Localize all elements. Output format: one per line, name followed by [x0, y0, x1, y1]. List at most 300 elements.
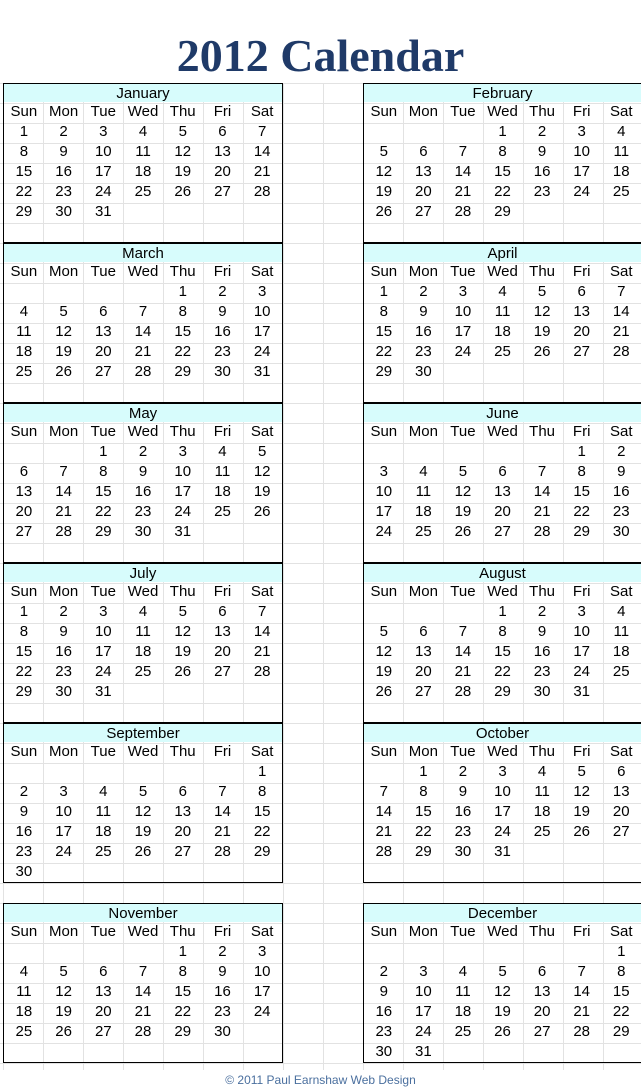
- weekday-label: Wed: [487, 103, 518, 120]
- day-cell: 21: [55, 503, 72, 520]
- week-row: [364, 162, 641, 182]
- day-cell: 29: [573, 523, 591, 540]
- day-cell: 16: [55, 643, 72, 660]
- weekday-label: Tue: [450, 103, 476, 120]
- day-cell: [242, 542, 282, 562]
- day-cell: 21: [253, 643, 271, 660]
- month-october: [363, 723, 641, 883]
- day-cell: 1: [258, 763, 267, 780]
- day-cell: 21: [573, 1003, 591, 1020]
- day-cell: 21: [612, 323, 630, 340]
- day-cell: [562, 842, 602, 862]
- month-july: [3, 563, 283, 723]
- day-cell: 5: [498, 963, 507, 980]
- day-cell: 11: [16, 323, 32, 340]
- month-february: [363, 83, 641, 243]
- month-grid: [3, 742, 283, 883]
- month-name: July: [3, 563, 283, 582]
- day-cell: 3: [59, 783, 68, 800]
- day-cell: 8: [379, 303, 388, 320]
- weekday-label: Sat: [250, 583, 274, 600]
- day-cell: [83, 282, 123, 302]
- day-cell: [163, 382, 203, 402]
- day-cell: 31: [494, 843, 511, 860]
- weekday-label: Wed: [127, 263, 159, 280]
- day-cell: 30: [415, 363, 432, 380]
- day-cell: 24: [573, 183, 591, 200]
- day-cell: 18: [15, 1003, 33, 1020]
- week-row: [4, 502, 282, 522]
- day-cell: 23: [612, 503, 630, 520]
- day-cell: 10: [415, 983, 432, 1000]
- day-cell: [443, 362, 483, 382]
- weekday-label: Sun: [10, 583, 38, 600]
- weekday-label: Thu: [169, 743, 196, 760]
- weekday-label: Mon: [48, 263, 79, 280]
- day-cell: 20: [533, 1003, 551, 1020]
- day-cell: 2: [379, 963, 388, 980]
- day-cell: 4: [419, 463, 428, 480]
- day-cell: [601, 222, 641, 242]
- day-cell: 15: [15, 643, 33, 660]
- day-cell: [163, 702, 203, 722]
- day-cell: 14: [375, 803, 393, 820]
- week-row: [4, 702, 282, 722]
- day-cell: [404, 122, 444, 142]
- day-cell: 22: [174, 343, 192, 360]
- day-cell: 24: [573, 663, 591, 680]
- week-row: [4, 642, 282, 662]
- day-cell: 8: [19, 143, 29, 160]
- day-cell: [522, 442, 562, 462]
- day-cell: 2: [59, 603, 68, 620]
- day-cell: 5: [59, 963, 68, 980]
- month-name: August: [363, 563, 641, 582]
- day-cell: 30: [15, 863, 33, 880]
- day-cell: 1: [498, 603, 507, 620]
- day-cell: 4: [19, 963, 29, 980]
- day-cell: 31: [94, 683, 112, 700]
- day-cell: [404, 862, 444, 882]
- weekday-label: Fri: [572, 263, 591, 280]
- day-cell: [601, 542, 641, 562]
- day-cell: 20: [94, 1003, 112, 1020]
- day-cell: 18: [15, 343, 33, 360]
- day-cell: 25: [612, 663, 630, 680]
- weekday-label: Fri: [213, 423, 232, 440]
- weekday-label: Fri: [572, 423, 591, 440]
- day-cell: 25: [15, 1023, 33, 1040]
- day-cell: 13: [533, 983, 551, 1000]
- day-cell: [522, 202, 562, 222]
- day-cell: 21: [533, 503, 551, 520]
- day-cell: 6: [218, 123, 227, 140]
- weekday-label: Sat: [610, 263, 633, 280]
- week-row: [4, 762, 282, 782]
- weekday-label: Sun: [10, 743, 38, 760]
- week-row: [364, 322, 641, 342]
- weekday-label: Fri: [572, 103, 591, 120]
- day-cell: [44, 442, 84, 462]
- week-row: [4, 622, 282, 642]
- day-cell: 19: [253, 483, 271, 500]
- day-cell: 19: [55, 1003, 72, 1020]
- day-cell: [562, 382, 602, 402]
- week-row: [364, 982, 641, 1002]
- day-cell: [404, 382, 444, 402]
- week-row: [4, 682, 282, 702]
- day-cell: 5: [258, 443, 267, 460]
- weekday-label: Tue: [90, 103, 116, 120]
- week-row: [4, 802, 282, 822]
- day-cell: 20: [415, 183, 432, 200]
- day-cell: [601, 682, 641, 702]
- day-cell: 22: [15, 663, 33, 680]
- day-cell: 24: [253, 1003, 271, 1020]
- day-cell: 29: [375, 363, 393, 380]
- weekday-label: Thu: [529, 583, 556, 600]
- day-cell: 25: [15, 363, 33, 380]
- month-name: November: [3, 903, 283, 922]
- day-cell: 12: [174, 623, 192, 640]
- month-name: June: [363, 403, 641, 422]
- month-march: [3, 243, 283, 403]
- day-cell: [4, 542, 44, 562]
- day-cell: 19: [494, 1003, 511, 1020]
- day-cell: 23: [134, 503, 152, 520]
- week-row: [4, 222, 282, 242]
- day-cell: 5: [458, 463, 468, 480]
- day-cell: 28: [253, 663, 271, 680]
- day-cell: 24: [494, 823, 511, 840]
- day-cell: 17: [253, 323, 271, 340]
- day-cell: [364, 122, 404, 142]
- day-cell: 30: [134, 523, 152, 540]
- day-cell: [83, 942, 123, 962]
- week-row: [4, 342, 282, 362]
- day-cell: 4: [218, 443, 227, 460]
- day-cell: 19: [375, 663, 393, 680]
- weekday-label: Sun: [370, 923, 398, 940]
- month-grid: [3, 922, 283, 1063]
- day-cell: [364, 602, 404, 622]
- week-row: [4, 842, 282, 862]
- day-cell: 11: [135, 623, 151, 640]
- day-cell: [44, 222, 84, 242]
- day-cell: [163, 222, 203, 242]
- day-cell: 26: [174, 663, 192, 680]
- day-cell: 5: [379, 623, 388, 640]
- day-cell: 25: [134, 183, 152, 200]
- day-cell: 6: [419, 143, 428, 160]
- day-cell: 24: [454, 343, 472, 360]
- week-row: [364, 802, 641, 822]
- day-cell: 28: [454, 683, 472, 700]
- weekday-label: Mon: [408, 923, 438, 940]
- weekday-label: Thu: [169, 923, 196, 940]
- day-cell: 19: [533, 323, 551, 340]
- weekday-label: Tue: [450, 423, 476, 440]
- day-cell: [483, 362, 523, 382]
- day-cell: 10: [55, 803, 72, 820]
- day-cell: 17: [253, 983, 271, 1000]
- day-cell: 3: [99, 123, 108, 140]
- day-cell: 8: [577, 463, 586, 480]
- day-cell: 11: [455, 983, 471, 1000]
- day-cell: 15: [375, 323, 393, 340]
- day-cell: [242, 522, 282, 542]
- week-row: [4, 962, 282, 982]
- day-cell: 26: [55, 1023, 72, 1040]
- day-cell: [44, 282, 84, 302]
- weekday-label: Tue: [450, 583, 476, 600]
- day-cell: 14: [573, 983, 591, 1000]
- day-cell: 22: [253, 823, 271, 840]
- day-cell: 26: [454, 523, 472, 540]
- day-cell: 16: [214, 323, 231, 340]
- weekday-label: Thu: [169, 263, 196, 280]
- day-cell: [443, 942, 483, 962]
- day-cell: 9: [537, 623, 547, 640]
- weekday-header-row: [4, 422, 282, 442]
- day-cell: 11: [135, 143, 151, 160]
- day-cell: 16: [134, 483, 152, 500]
- weekday-label: Sat: [250, 743, 274, 760]
- day-cell: 25: [134, 663, 152, 680]
- day-cell: 28: [214, 843, 231, 860]
- day-cell: 1: [19, 123, 29, 140]
- day-cell: 26: [533, 343, 551, 360]
- month-grid: [363, 262, 641, 403]
- day-cell: 18: [494, 323, 511, 340]
- day-cell: 19: [375, 183, 393, 200]
- month-june: [363, 403, 641, 563]
- day-cell: 28: [573, 1023, 591, 1040]
- week-row: [4, 542, 282, 562]
- day-cell: [522, 222, 562, 242]
- day-cell: [443, 1042, 483, 1062]
- weekday-label: Sun: [10, 263, 38, 280]
- weekday-label: Tue: [90, 743, 116, 760]
- week-row: [4, 382, 282, 402]
- day-cell: 11: [16, 983, 32, 1000]
- day-cell: [123, 862, 163, 882]
- week-row: [364, 942, 641, 962]
- day-cell: 8: [178, 303, 187, 320]
- day-cell: 14: [533, 483, 551, 500]
- day-cell: 31: [415, 1043, 432, 1060]
- day-cell: 13: [494, 483, 511, 500]
- day-cell: 7: [617, 283, 626, 300]
- month-august: [363, 563, 641, 723]
- day-cell: 22: [94, 503, 112, 520]
- day-cell: 14: [214, 803, 231, 820]
- day-cell: 25: [415, 523, 432, 540]
- weekday-label: Tue: [90, 583, 116, 600]
- weekday-header-row: [4, 582, 282, 602]
- week-row: [4, 462, 282, 482]
- day-cell: [483, 222, 523, 242]
- weekday-label: Wed: [487, 743, 518, 760]
- weekday-label: Thu: [529, 263, 556, 280]
- month-name: February: [363, 83, 641, 102]
- day-cell: 27: [612, 823, 630, 840]
- month-grid: [363, 102, 641, 243]
- day-cell: [4, 382, 44, 402]
- day-cell: 7: [379, 783, 388, 800]
- day-cell: [562, 362, 602, 382]
- weekday-label: Sat: [610, 923, 633, 940]
- day-cell: [44, 862, 84, 882]
- day-cell: 14: [134, 323, 152, 340]
- day-cell: [163, 862, 203, 882]
- day-cell: 14: [454, 163, 472, 180]
- day-cell: 4: [138, 123, 148, 140]
- weekday-label: Wed: [127, 103, 159, 120]
- day-cell: 12: [55, 323, 72, 340]
- day-cell: [163, 762, 203, 782]
- week-row: [364, 662, 641, 682]
- day-cell: 8: [178, 963, 187, 980]
- day-cell: 29: [94, 523, 112, 540]
- day-cell: [443, 382, 483, 402]
- day-cell: [562, 942, 602, 962]
- week-row: [4, 122, 282, 142]
- day-cell: 5: [59, 303, 68, 320]
- day-cell: [4, 942, 44, 962]
- day-cell: 15: [174, 983, 192, 1000]
- day-cell: [203, 682, 243, 702]
- weekday-label: Mon: [408, 583, 438, 600]
- day-cell: 4: [617, 603, 626, 620]
- day-cell: [364, 702, 404, 722]
- day-cell: 3: [258, 283, 267, 300]
- day-cell: 22: [494, 183, 511, 200]
- day-cell: 29: [15, 203, 33, 220]
- day-cell: 16: [375, 1003, 393, 1020]
- day-cell: 1: [498, 123, 507, 140]
- week-row: [4, 1042, 282, 1062]
- day-cell: 10: [94, 623, 112, 640]
- month-december: [363, 903, 641, 1063]
- day-cell: 27: [15, 523, 33, 540]
- day-cell: 17: [375, 503, 393, 520]
- weekday-label: Fri: [213, 263, 232, 280]
- weekday-label: Mon: [48, 923, 79, 940]
- week-row: [4, 782, 282, 802]
- week-row: [4, 1022, 282, 1042]
- day-cell: 30: [214, 1023, 231, 1040]
- day-cell: [123, 1042, 163, 1062]
- day-cell: 13: [415, 643, 432, 660]
- day-cell: 1: [617, 943, 626, 960]
- day-cell: 13: [174, 803, 192, 820]
- day-cell: 30: [375, 1043, 393, 1060]
- day-cell: [44, 702, 84, 722]
- weekday-label: Wed: [487, 423, 518, 440]
- week-row: [364, 522, 641, 542]
- day-cell: 6: [419, 623, 428, 640]
- day-cell: 8: [498, 623, 507, 640]
- day-cell: 23: [375, 1023, 393, 1040]
- weekday-label: Sun: [370, 743, 398, 760]
- day-cell: 10: [375, 483, 393, 500]
- day-cell: [601, 842, 641, 862]
- weekday-label: Thu: [169, 103, 196, 120]
- day-cell: [483, 702, 523, 722]
- week-row: [364, 702, 641, 722]
- weekday-label: Mon: [408, 743, 438, 760]
- day-cell: 5: [537, 283, 547, 300]
- week-row: [364, 962, 641, 982]
- day-cell: [83, 1042, 123, 1062]
- day-cell: 1: [178, 943, 187, 960]
- day-cell: [522, 842, 562, 862]
- day-cell: 31: [174, 523, 192, 540]
- week-row: [4, 862, 282, 882]
- day-cell: 24: [94, 183, 112, 200]
- day-cell: 28: [612, 343, 630, 360]
- month-grid: [363, 742, 641, 883]
- day-cell: 23: [15, 843, 33, 860]
- day-cell: 2: [617, 443, 626, 460]
- day-cell: 29: [494, 683, 511, 700]
- day-cell: [83, 862, 123, 882]
- day-cell: [522, 542, 562, 562]
- day-cell: [562, 542, 602, 562]
- day-cell: 25: [94, 843, 112, 860]
- day-cell: 7: [258, 123, 267, 140]
- day-cell: 13: [15, 483, 33, 500]
- copyright-footer: © 2011 Paul Earnshaw Web Design: [225, 1073, 416, 1087]
- day-cell: 27: [94, 1023, 112, 1040]
- day-cell: 26: [375, 683, 393, 700]
- day-cell: [123, 762, 163, 782]
- day-cell: [4, 222, 44, 242]
- day-cell: 3: [379, 463, 388, 480]
- day-cell: 1: [419, 763, 428, 780]
- day-cell: 28: [454, 203, 472, 220]
- weekday-header-row: [364, 102, 641, 122]
- day-cell: [4, 282, 44, 302]
- day-cell: [601, 1042, 641, 1062]
- weekday-label: Tue: [450, 263, 476, 280]
- weekday-label: Wed: [487, 263, 518, 280]
- day-cell: 26: [174, 183, 192, 200]
- day-cell: 9: [218, 963, 227, 980]
- day-cell: 24: [415, 1023, 432, 1040]
- weekday-label: Wed: [127, 923, 159, 940]
- month-name: December: [363, 903, 641, 922]
- month-name: October: [363, 723, 641, 742]
- weekday-label: Fri: [213, 103, 232, 120]
- day-cell: [443, 222, 483, 242]
- day-cell: 3: [419, 963, 428, 980]
- day-cell: 21: [454, 663, 472, 680]
- day-cell: 29: [174, 1023, 192, 1040]
- day-cell: 2: [537, 123, 547, 140]
- week-row: [364, 1042, 641, 1062]
- day-cell: [483, 942, 523, 962]
- day-cell: 16: [533, 163, 551, 180]
- day-cell: 17: [94, 643, 112, 660]
- week-row: [364, 542, 641, 562]
- weekday-label: Tue: [90, 923, 116, 940]
- weekday-label: Tue: [90, 263, 116, 280]
- day-cell: 9: [218, 303, 227, 320]
- day-cell: 1: [19, 603, 29, 620]
- week-row: [4, 942, 282, 962]
